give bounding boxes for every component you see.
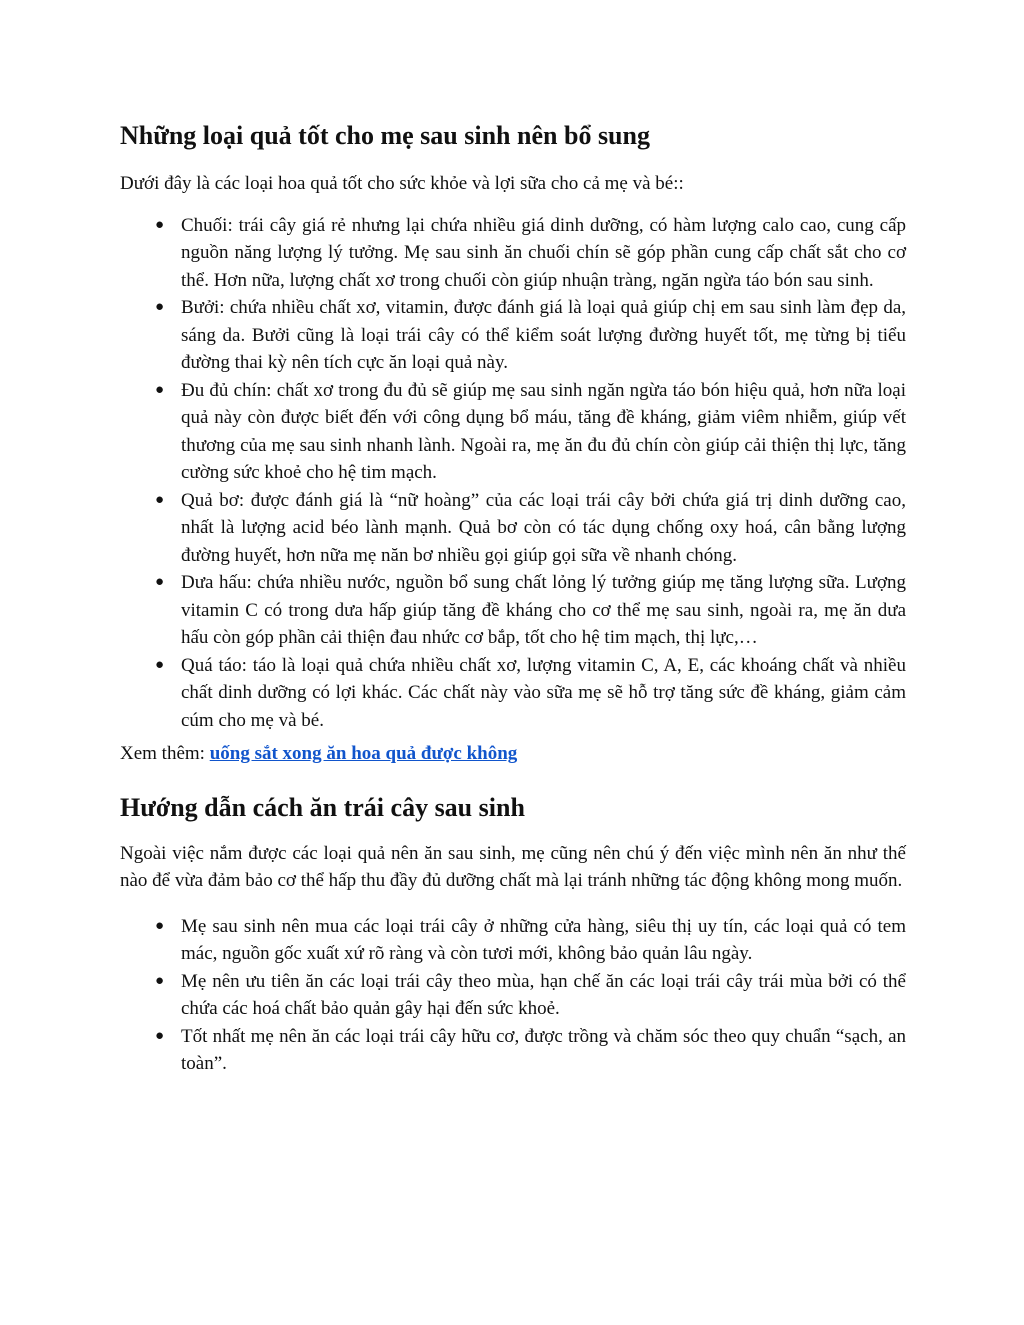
see-more-link[interactable]: uống sắt xong ăn hoa quả được không — [209, 743, 518, 764]
list-item — [120, 968, 906, 1023]
bullet-icon: ● — [155, 917, 165, 934]
list-item-text: Quá táo: táo là loại quả chứa nhiều chất xơ, lượng vitamin C, A, E, các khoáng chất và nhiều chất dinh dưỡng có lợi khác. Các chất này vào sữa mẹ sẽ hỗ trợ tăng sức đề kháng, giảm cảm cúm cho mẹ và bé. — [181, 654, 906, 731]
bullet-icon: ● — [155, 381, 165, 398]
list-item — [120, 652, 906, 735]
list-item — [120, 212, 906, 295]
see-more-label: Xem thêm: — [120, 743, 210, 764]
bullet-icon: ● — [155, 1027, 165, 1044]
list-item-text: Tốt nhất mẹ nên ăn các loại trái cây hữu cơ, được trồng và chăm sóc theo quy chuẩn “sạch, an toàn”. — [181, 1025, 906, 1074]
bullet-icon: ● — [155, 972, 165, 989]
list-item-text: Mẹ nên ưu tiên ăn các loại trái cây theo mùa, hạn chế ăn các loại trái cây trái mùa bởi có thể chứa các hoá chất bảo quản gây hại đến sức khoẻ. — [181, 970, 906, 1019]
section-2-heading: Hướng dẫn cách ăn trái cây sau sinh — [120, 792, 525, 822]
bullet-icon: ● — [155, 574, 165, 590]
bullet-icon: ● — [155, 299, 165, 315]
list-item-text: Mẹ sau sinh nên mua các loại trái cây ở những cửa hàng, siêu thị uy tín, các loại quả có tem mác, nguồn gốc xuất xứ rõ ràng và còn tươi mới, không bảo quản lâu ngày. — [181, 915, 906, 964]
list-item — [120, 294, 906, 377]
bullet-icon: ● — [155, 216, 165, 233]
list-item-text: Đu đủ chín: chất xơ trong đu đủ sẽ giúp mẹ sau sinh ngăn ngừa táo bón hiệu quả, hơn nữa loại quả này còn được biết đến với công dụng bổ máu, tăng đề kháng, giảm viêm nhiễm, giúp vết thương của mẹ sau sinh nhanh lành. Ngoài ra, mẹ ăn đu đủ chín còn giúp cải thiện thị lực, tăng cường sức khoẻ cho hệ tim mạch. — [181, 379, 906, 483]
list-item-text: Bưởi: chứa nhiều chất xơ, vitamin, được đánh giá là loại quả giúp chị em sau sinh làm đẹp da, sáng da. Bưởi cũng là loại trái cây có thể kiểm soát lượng đường huyết tốt, mẹ từng bị tiểu đường thai kỳ nên tích cực ăn loại quả này. — [181, 297, 906, 373]
list-item-text: Quả bơ: được đánh giá là “nữ hoàng” của các loại trái cây bởi chứa giá trị dinh dưỡng cao, nhất là lượng acid béo lành mạnh. Quả bơ còn có tác dụng chống oxy hoá, cân bằng lượng đường huyết, hơn nữa mẹ năn bơ nhiều gọi giúp gọi sữa về nhanh chóng. — [181, 489, 906, 566]
section-2-intro: Ngoài việc nắm được các loại quả nên ăn sau sinh, mẹ cũng nên chú ý đến việc mình nên ăn như thế nào để vừa đảm bảo cơ thể hấp thu đầy đủ dưỡng chất mà lại tránh những tác động không mong muốn. — [120, 842, 906, 891]
list-item — [120, 487, 906, 570]
list-item — [120, 569, 906, 652]
section-1-heading: Những loại quả tốt cho mẹ sau sinh nên bổ sung — [120, 121, 650, 150]
bullet-icon: ● — [155, 656, 165, 673]
bullet-icon: ● — [155, 491, 165, 508]
list-item — [120, 913, 906, 968]
guideline-list — [120, 913, 906, 1078]
list-item-text: Chuối: trái cây giá rẻ nhưng lại chứa nhiều giá dinh dưỡng, có hàm lượng calo cao, cung cấp nguồn năng lượng lý tưởng. Mẹ sau sinh ăn chuối chín sẽ góp phần cung cấp chất sắt cho cơ thể. Hơn nữa, lượng chất xơ trong chuối còn giúp nhuận tràng, ngăn ngừa táo bón sau sinh. — [181, 214, 906, 291]
see-more-line — [120, 740, 906, 768]
section-1-intro: Dưới đây là các loại hoa quả tốt cho sức khỏe và lợi sữa cho cả mẹ và bé:: — [120, 173, 684, 194]
list-item — [120, 377, 906, 487]
list-item-text: Dưa hấu: chứa nhiều nước, nguồn bổ sung chất lỏng lý tưởng giúp mẹ tăng lượng sữa. Lượng vitamin C có trong dưa hấp giúp tăng đề kháng cho cơ thể mẹ sau sinh, ngoài ra, mẹ ăn dưa hấu còn góp phần cải thiện đau nhức cơ bắp, tốt cho hệ tim mạch, thị lực,… — [181, 572, 906, 648]
document-content — [120, 118, 906, 1078]
fruit-list — [120, 212, 906, 735]
list-item — [120, 1023, 906, 1078]
